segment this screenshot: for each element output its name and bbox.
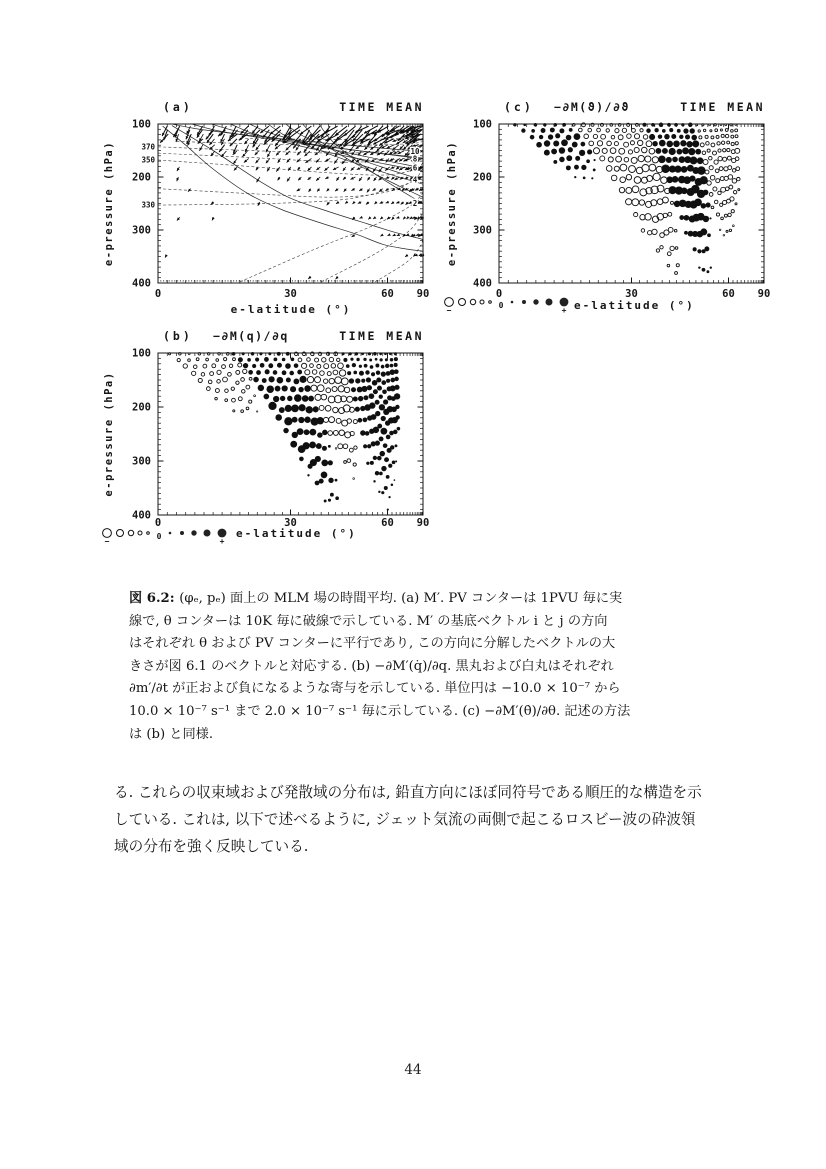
svg-text:e-latitude (°): e-latitude (°): [574, 299, 695, 312]
vector-field: [160, 126, 424, 279]
svg-text:300: 300: [132, 224, 151, 237]
svg-text:400: 400: [132, 509, 151, 522]
caption-line: はそれぞれ θ および PV コンターに平行であり, この方向に分解したベクトルの大: [129, 636, 616, 652]
svg-text:0: 0: [498, 301, 504, 310]
svg-text:0: 0: [154, 288, 162, 300]
svg-text:400: 400: [473, 277, 492, 290]
svg-text:−: −: [446, 306, 452, 315]
figure-label: 図 6.2:: [129, 591, 180, 606]
svg-text:−∂M(q)/∂q: −∂M(q)/∂q: [213, 329, 289, 343]
caption-line: ∂m′/∂t が正および負になるような寄与を示している. 単位円は −10.0 × 10⁻⁷ から: [129, 681, 621, 697]
svg-text:TIME MEAN: TIME MEAN: [339, 329, 424, 343]
body-paragraph: [114, 779, 716, 860]
svg-text:6: 6: [412, 163, 418, 173]
svg-text:(a): (a): [163, 100, 193, 114]
svg-text:e-pressure (hPa): e-pressure (hPa): [103, 140, 115, 267]
svg-text:10: 10: [410, 147, 420, 157]
svg-text:(c): (c): [504, 100, 534, 114]
svg-text:100: 100: [132, 118, 151, 131]
svg-text:TIME MEAN: TIME MEAN: [339, 100, 424, 114]
svg-text:90: 90: [757, 288, 771, 300]
panel-c-plot: [437, 90, 797, 335]
svg-text:+: +: [561, 306, 567, 315]
svg-text:30: 30: [284, 288, 297, 300]
scatter-dots: [169, 352, 401, 511]
figure-panel-c: [437, 90, 797, 335]
caption-line: 線で, θ コンターは 10K 毎に破線で示している. M′ の基底ベクトル i と j の方向: [129, 613, 608, 629]
svg-text:300: 300: [132, 455, 151, 468]
svg-text:−: −: [104, 537, 110, 546]
svg-text:370: 370: [141, 142, 155, 152]
caption-line: は (b) と同様.: [129, 726, 214, 742]
figure-panel-b: [95, 320, 440, 565]
svg-text:0: 0: [156, 532, 162, 541]
svg-text:200: 200: [473, 171, 492, 184]
body-text-line: る. これらの収束域および発散域の分布は, 鉛直方向にほぼ同符号である順圧的な構造を示: [114, 784, 702, 801]
svg-text:200: 200: [132, 401, 151, 414]
figure-panel-a: [95, 90, 440, 335]
svg-text:e-latitude (°): e-latitude (°): [230, 303, 352, 316]
svg-text:TIME MEAN: TIME MEAN: [680, 100, 765, 114]
svg-text:60: 60: [722, 288, 735, 300]
svg-text:0: 0: [154, 517, 162, 529]
svg-text:90: 90: [416, 517, 430, 529]
svg-text:30: 30: [284, 517, 297, 529]
svg-text:e-latitude (°): e-latitude (°): [236, 527, 357, 540]
svg-text:100: 100: [473, 118, 492, 131]
svg-text:30: 30: [625, 288, 638, 300]
page-number: 44: [404, 1062, 422, 1078]
svg-text:8: 8: [412, 154, 418, 164]
svg-text:e-pressure (hPa): e-pressure (hPa): [446, 140, 458, 267]
svg-text:e-pressure (hPa): e-pressure (hPa): [103, 371, 115, 497]
svg-text:2: 2: [412, 199, 418, 208]
figure-caption: [129, 588, 717, 746]
panel-b-plot: [95, 320, 440, 565]
body-text-line: 域の分布を強く反映している.: [114, 838, 309, 855]
caption-line: 10.0 × 10⁻⁷ s⁻¹ まで 2.0 × 10⁻⁷ s⁻¹ 毎に示している. (c) −∂M′(θ̇)/∂θ. 記述の方法: [129, 703, 631, 719]
svg-text:0: 0: [495, 288, 503, 300]
size-legend: [103, 529, 227, 546]
svg-text:200: 200: [132, 171, 151, 184]
svg-text:+: +: [219, 537, 225, 546]
svg-text:100: 100: [132, 347, 151, 360]
svg-text:(b): (b): [163, 329, 193, 343]
scatter-dots: [513, 123, 740, 275]
svg-text:90: 90: [416, 288, 430, 300]
svg-text:60: 60: [381, 288, 394, 300]
svg-text:−∂M(ϑ)/∂ϑ: −∂M(ϑ)/∂ϑ: [554, 100, 630, 114]
size-legend: [445, 298, 569, 315]
caption-line: 図 6.2: (φₑ, pₑ) 面上の MLM 場の時間平均. (a) M′. PV コンターは 1PVU 毎に実: [129, 591, 623, 606]
svg-text:60: 60: [381, 517, 394, 529]
svg-text:330: 330: [141, 200, 155, 210]
svg-text:350: 350: [141, 155, 155, 165]
body-text-line: している. これは, 以下で述べるように, ジェット気流の両側で起こるロスビー波の砕波領: [114, 811, 696, 828]
caption-line: きさが図 6.1 のベクトルと対応する. (b) −∂M′(q̇)/∂q. 黒丸および白丸はそれぞれ: [129, 658, 614, 674]
svg-text:4: 4: [412, 175, 418, 185]
svg-text:300: 300: [473, 224, 492, 237]
svg-text:400: 400: [132, 277, 151, 290]
panel-a-plot: [95, 90, 440, 335]
